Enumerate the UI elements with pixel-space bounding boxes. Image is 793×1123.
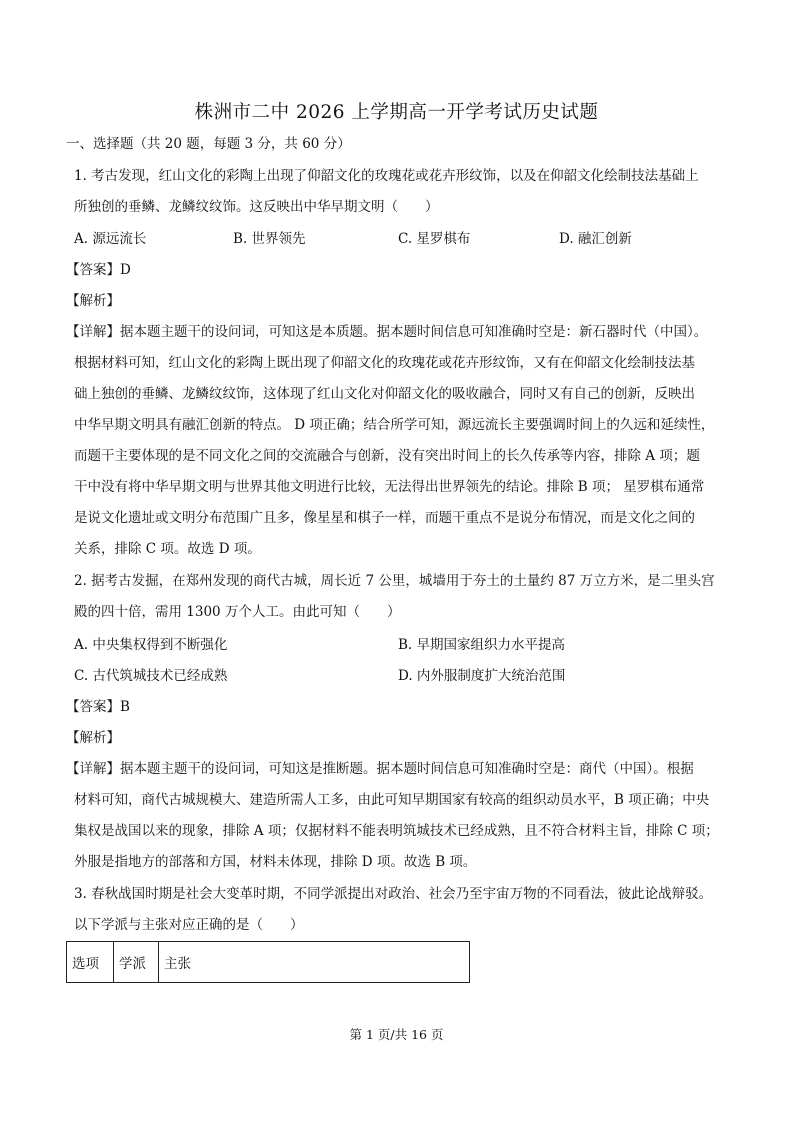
section-heading: 一、选择题（共 20 题，每题 3 分，共 60 分） (66, 136, 351, 152)
q1-detail-line: 干中没有将中华早期文明与世界其他文明进行比较，无法得出世界领先的结论。排除 B 项； 星罗棋布通常 (74, 479, 705, 495)
q1-stem-line: 1. 考古发现，红山文化的彩陶上出现了仰韶文化的玫瑰花或花卉形纹饰，以及在仰韶文化绘制技法基础上 (74, 168, 699, 184)
q1-option-d: D. 融汇创新 (559, 231, 632, 247)
q2-detail-line: 集权是战国以来的现象，排除 A 项；仅据材料不能表明筑城技术已经成熟，且不符合材料主旨，排除 C 项； (74, 823, 719, 839)
q2-option-a: A. 中央集权得到不断强化 (74, 637, 228, 653)
q2-option-d: D. 内外服制度扩大统治范围 (398, 668, 566, 684)
q3-stem-line: 以下学派与主张对应正确的是（ ） (74, 917, 304, 933)
q2-detail-line: 外服是指地方的部落和方国，材料未体现，排除 D 项。故选 B 项。 (74, 854, 477, 870)
page-footer: 第 1 页/共 16 页 (349, 1027, 444, 1042)
q1-stem-line: 所独创的垂鳞、龙鳞纹纹饰。这反映出中华早期文明（ ） (74, 199, 439, 215)
q2-answer: 【答案】B (66, 699, 130, 715)
q2-option-b: B. 早期国家组织力水平提高 (398, 637, 566, 653)
table-header-cell: 选项 (67, 942, 114, 983)
table-header-row (67, 942, 470, 983)
q1-detail-line: 是说文化遗址或文明分布范围广且多，像星星和棋子一样，而题干重点不是说分布情况，而是文化之间的 (74, 510, 695, 526)
q1-analysis-label: 【解析】 (66, 293, 120, 309)
q3-options-table (66, 941, 470, 983)
q1-option-b: B. 世界领先 (233, 231, 306, 247)
q2-analysis-label: 【解析】 (66, 730, 120, 746)
page-title: 株洲市二中 2026 上学期高一开学考试历史试题 (194, 102, 599, 123)
q2-detail-line: 材料可知，商代古城规模大、建造所需人工多，由此可知早期国家有较高的组织动员水平，B 项正确；中央 (74, 792, 710, 808)
q2-stem-line: 2. 据考古发掘，在郑州发现的商代古城，周长近 7 公里，城墙用于夯土的土量约 87 万立方米，是二里头宫 (74, 573, 715, 589)
q1-detail-line: 关系，排除 C 项。故选 D 项。 (74, 541, 261, 557)
q3-stem-line: 3. 春秋战国时期是社会大变革时期，不同学派提出对政治、社会乃至宇宙万物的不同看法，彼此论战辩驳。 (74, 886, 713, 902)
q2-option-c: C. 古代筑城技术已经成熟 (74, 668, 228, 684)
q1-option-a: A. 源远流长 (74, 231, 147, 247)
q2-stem-line: 殿的四十倍，需用 1300 万个人工。由此可知（ ） (74, 604, 401, 620)
q1-detail-line: 【详解】据本题主题干的设问词，可知这是本质题。据本题时间信息可知准确时空是：新石器时代（中国）。 (66, 324, 708, 340)
table-header-cell: 主张 (159, 942, 470, 983)
q1-detail-line: 础上独创的垂鳞、龙鳞纹纹饰，这体现了红山文化对仰韶文化的吸收融合，同时又有自己的创新，反映出 (74, 386, 695, 402)
q1-detail-line: 中华早期文明具有融汇创新的特点。 D 项正确；结合所学可知，源远流长主要强调时间上的久远和延续性， (74, 417, 715, 433)
table-header-cell: 学派 (114, 942, 159, 983)
q2-detail-line: 【详解】据本题主题干的设问词，可知这是推断题。据本题时间信息可知准确时空是：商代（中国）。根据 (66, 761, 694, 777)
q1-option-c: C. 星罗棋布 (398, 231, 471, 247)
q1-detail-line: 根据材料可知，红山文化的彩陶上既出现了仰韶文化的玫瑰花或花卉形纹饰，又有在仰韶文化绘制技法基 (74, 355, 695, 371)
q1-detail-line: 而题干主要体现的是不同文化之间的交流融合与创新，没有突出时间上的长久传承等内容，排除 A 项；题 (74, 448, 700, 464)
q1-answer: 【答案】D (66, 262, 131, 278)
